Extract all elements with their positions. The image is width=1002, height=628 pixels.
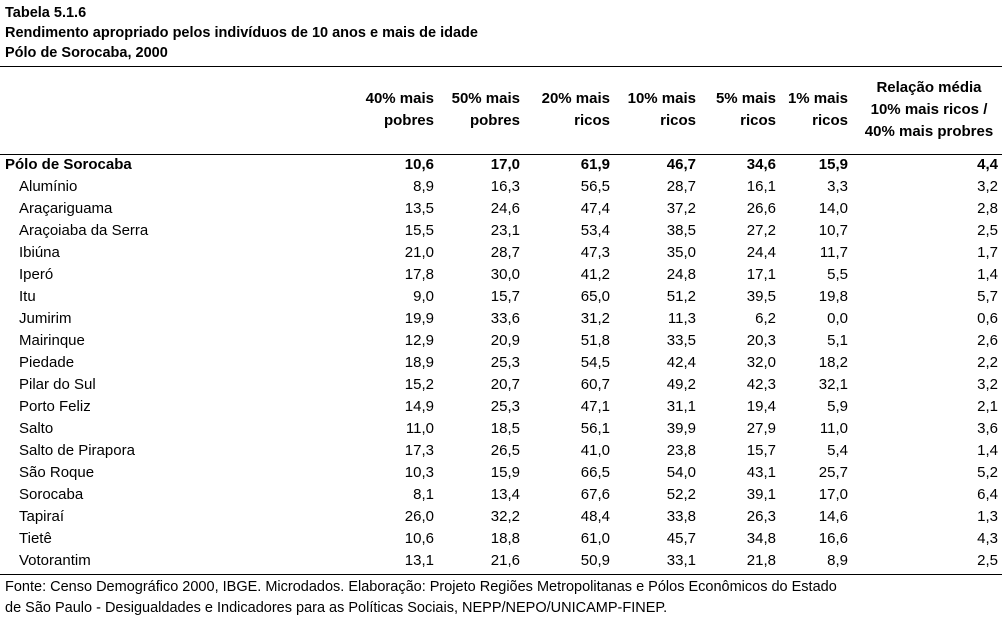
row-name: Pólo de Sorocaba: [5, 156, 132, 173]
cell: 35,0: [666, 244, 696, 261]
table-number: Tabela 5.1.6: [5, 5, 87, 21]
cell: 5,1: [827, 332, 848, 349]
row-name: Mairinque: [19, 332, 85, 349]
cell: 11,0: [405, 420, 434, 437]
cell: 14,0: [818, 200, 848, 217]
cell: 18,2: [818, 354, 848, 371]
cell: 16,6: [818, 530, 848, 547]
cell: 41,2: [580, 266, 610, 283]
cell: 20,3: [746, 332, 776, 349]
cell: 4,4: [977, 156, 998, 173]
cell: 5,5: [827, 266, 848, 283]
cell: 17,0: [818, 486, 848, 503]
table-row: [0, 374, 1002, 396]
cell: 66,5: [580, 464, 610, 481]
cell: 15,2: [404, 376, 434, 393]
cell: 54,5: [580, 354, 610, 371]
cell: 15,9: [818, 156, 848, 173]
cell: 1,4: [977, 442, 998, 459]
row-name: Pilar do Sul: [19, 376, 96, 393]
cell: 16,3: [490, 178, 520, 195]
cell: 15,9: [490, 464, 520, 481]
table-row: [0, 550, 1002, 572]
cell: 38,5: [666, 222, 696, 239]
cell: 25,7: [818, 464, 848, 481]
row-name: Ibiúna: [19, 244, 60, 261]
cell: 17,1: [746, 266, 776, 283]
table-row: [0, 286, 1002, 308]
cell: 5,2: [977, 464, 998, 481]
table-row: [0, 264, 1002, 286]
cell: 15,5: [404, 222, 434, 239]
cell: 32,1: [818, 376, 848, 393]
cell: 47,3: [580, 244, 610, 261]
row-name: Tapiraí: [19, 508, 65, 525]
row-name: Itu: [19, 288, 36, 305]
cell: 5,9: [827, 398, 848, 415]
row-name: Tietê: [19, 530, 52, 547]
cell: 34,8: [746, 530, 776, 547]
cell: 33,6: [490, 310, 520, 327]
table-row: [0, 528, 1002, 550]
cell: 26,0: [404, 508, 434, 525]
cell: 3,3: [827, 178, 848, 195]
header-col-6: 1% mais ricos: [787, 90, 848, 129]
cell: 10,7: [818, 222, 848, 239]
total-row: [0, 154, 1002, 176]
cell: 0,0: [827, 310, 848, 327]
cell: 18,8: [490, 530, 520, 547]
header-blank: [0, 66, 360, 154]
cell: 24,6: [490, 200, 520, 217]
cell: 10,6: [404, 156, 434, 173]
cell: 32,2: [490, 508, 520, 525]
cell: 25,3: [490, 354, 520, 371]
cell: 0,6: [977, 310, 998, 327]
cell: 56,5: [580, 178, 610, 195]
cell: 1,4: [977, 266, 998, 283]
cell: 18,9: [404, 354, 434, 371]
row-name: Votorantim: [19, 552, 91, 569]
row-name: Salto de Pirapora: [19, 442, 135, 459]
header-row: [0, 66, 1002, 154]
header-col-1: 40% mais pobres: [365, 90, 434, 129]
row-name: Jumirim: [19, 310, 72, 327]
cell: 16,1: [746, 178, 776, 195]
cell: 11,3: [667, 310, 696, 327]
row-name: Sorocaba: [19, 486, 84, 503]
cell: 8,9: [413, 178, 434, 195]
table-row: [0, 462, 1002, 484]
cell: 48,4: [580, 508, 610, 525]
table-row: [0, 440, 1002, 462]
header-col-4: 10% mais ricos: [627, 90, 696, 129]
table-row: [0, 506, 1002, 528]
row-name: Porto Feliz: [19, 398, 91, 415]
cell: 24,4: [746, 244, 776, 261]
cell: 14,6: [818, 508, 848, 525]
cell: 21,0: [404, 244, 434, 261]
cell: 52,2: [666, 486, 696, 503]
cell: 5,4: [827, 442, 848, 459]
cell: 65,0: [580, 288, 610, 305]
cell: 39,5: [746, 288, 776, 305]
cell: 51,8: [580, 332, 610, 349]
cell: 33,8: [666, 508, 696, 525]
cell: 26,3: [746, 508, 776, 525]
table-row: [0, 396, 1002, 418]
source-line-1: Fonte: Censo Demográfico 2000, IBGE. Microdados. Elaboração: Projeto Regiões Metropolitanas e Pólos Econômicos do Estado: [5, 579, 837, 595]
cell: 37,2: [666, 200, 696, 217]
table-row: [0, 352, 1002, 374]
cell: 2,1: [977, 398, 998, 415]
table-row: [0, 220, 1002, 242]
cell: 9,0: [413, 288, 434, 305]
row-name: Araçoiaba da Serra: [19, 222, 149, 239]
cell: 18,5: [490, 420, 520, 437]
cell: 39,9: [666, 420, 696, 437]
cell: 23,1: [490, 222, 520, 239]
cell: 39,1: [746, 486, 776, 503]
cell: 2,6: [977, 332, 998, 349]
cell: 2,5: [977, 552, 998, 569]
cell: 14,9: [404, 398, 434, 415]
cell: 1,3: [977, 508, 998, 525]
cell: 12,9: [404, 332, 434, 349]
bottom-rule: [0, 574, 1002, 575]
cell: 11,0: [819, 420, 848, 437]
cell: 51,2: [666, 288, 696, 305]
row-name: Alumínio: [19, 178, 78, 195]
cell: 49,2: [666, 376, 696, 393]
header-col-5: 5% mais ricos: [715, 90, 776, 129]
cell: 43,1: [746, 464, 776, 481]
cell: 2,8: [977, 200, 998, 217]
source-note: [5, 577, 1000, 619]
header-col-2: 50% mais pobres: [451, 90, 520, 129]
cell: 26,6: [746, 200, 776, 217]
cell: 61,9: [580, 156, 610, 173]
cell: 3,6: [977, 420, 998, 437]
table-title: Rendimento apropriado pelos indivíduos de 10 anos e mais de idade: [5, 25, 478, 41]
cell: 28,7: [666, 178, 696, 195]
cell: 46,7: [666, 156, 696, 173]
cell: 60,7: [580, 376, 610, 393]
cell: 25,3: [490, 398, 520, 415]
cell: 8,1: [413, 486, 434, 503]
table-subtitle: Pólo de Sorocaba, 2000: [5, 45, 168, 61]
header-col-3: 20% mais ricos: [541, 90, 610, 129]
cell: 33,5: [666, 332, 696, 349]
cell: 53,4: [580, 222, 610, 239]
cell: 41,0: [580, 442, 610, 459]
cell: 11,7: [819, 244, 848, 261]
cell: 34,6: [746, 156, 776, 173]
cell: 15,7: [490, 288, 520, 305]
table-caption: [5, 3, 478, 63]
cell: 33,1: [666, 552, 696, 569]
cell: 27,2: [746, 222, 776, 239]
cell: 23,8: [666, 442, 696, 459]
cell: 13,5: [404, 200, 434, 217]
cell: 13,4: [490, 486, 520, 503]
cell: 56,1: [580, 420, 610, 437]
cell: 19,9: [404, 310, 434, 327]
cell: 4,3: [977, 530, 998, 547]
row-name: São Roque: [19, 464, 95, 481]
cell: 17,8: [404, 266, 434, 283]
cell: 3,2: [977, 178, 998, 195]
cell: 5,7: [977, 288, 998, 305]
cell: 28,7: [490, 244, 520, 261]
table-row: [0, 176, 1002, 198]
table-row: [0, 308, 1002, 330]
cell: 24,8: [666, 266, 696, 283]
cell: 26,5: [490, 442, 520, 459]
cell: 54,0: [666, 464, 696, 481]
cell: 17,3: [404, 442, 434, 459]
cell: 47,1: [580, 398, 610, 415]
cell: 10,3: [404, 464, 434, 481]
cell: 31,2: [580, 310, 610, 327]
table-row: [0, 198, 1002, 220]
cell: 32,0: [746, 354, 776, 371]
cell: 6,2: [755, 310, 776, 327]
row-name: Piedade: [19, 354, 75, 371]
row-name: Salto: [19, 420, 54, 437]
cell: 13,1: [404, 552, 434, 569]
cell: 42,4: [666, 354, 696, 371]
cell: 8,9: [827, 552, 848, 569]
cell: 19,4: [746, 398, 776, 415]
cell: 15,7: [746, 442, 776, 459]
cell: 21,8: [746, 552, 776, 569]
table-row: [0, 242, 1002, 264]
cell: 42,3: [746, 376, 776, 393]
cell: 3,2: [977, 376, 998, 393]
cell: 10,6: [404, 530, 434, 547]
cell: 6,4: [977, 486, 998, 503]
cell: 50,9: [580, 552, 610, 569]
cell: 21,6: [490, 552, 520, 569]
row-name: Araçariguama: [19, 200, 113, 217]
cell: 20,7: [490, 376, 520, 393]
source-line-2: de São Paulo - Desigualdades e Indicadores para as Políticas Sociais, NEPP/NEPO/UNICAMP-FINEP.: [5, 600, 668, 616]
cell: 1,7: [977, 244, 998, 261]
row-name: Iperó: [19, 266, 54, 283]
cell: 45,7: [666, 530, 696, 547]
cell: 47,4: [580, 200, 610, 217]
header-col-7: Relação média 10% mais ricos / 40% mais probres: [864, 79, 994, 140]
table-row: [0, 484, 1002, 506]
income-table: [0, 66, 1002, 572]
cell: 27,9: [746, 420, 776, 437]
table-row: [0, 330, 1002, 352]
cell: 2,5: [977, 222, 998, 239]
cell: 17,0: [490, 156, 520, 173]
cell: 67,6: [580, 486, 610, 503]
cell: 31,1: [666, 398, 696, 415]
cell: 19,8: [818, 288, 848, 305]
cell: 20,9: [490, 332, 520, 349]
cell: 2,2: [977, 354, 998, 371]
cell: 30,0: [490, 266, 520, 283]
cell: 61,0: [580, 530, 610, 547]
table-row: [0, 418, 1002, 440]
